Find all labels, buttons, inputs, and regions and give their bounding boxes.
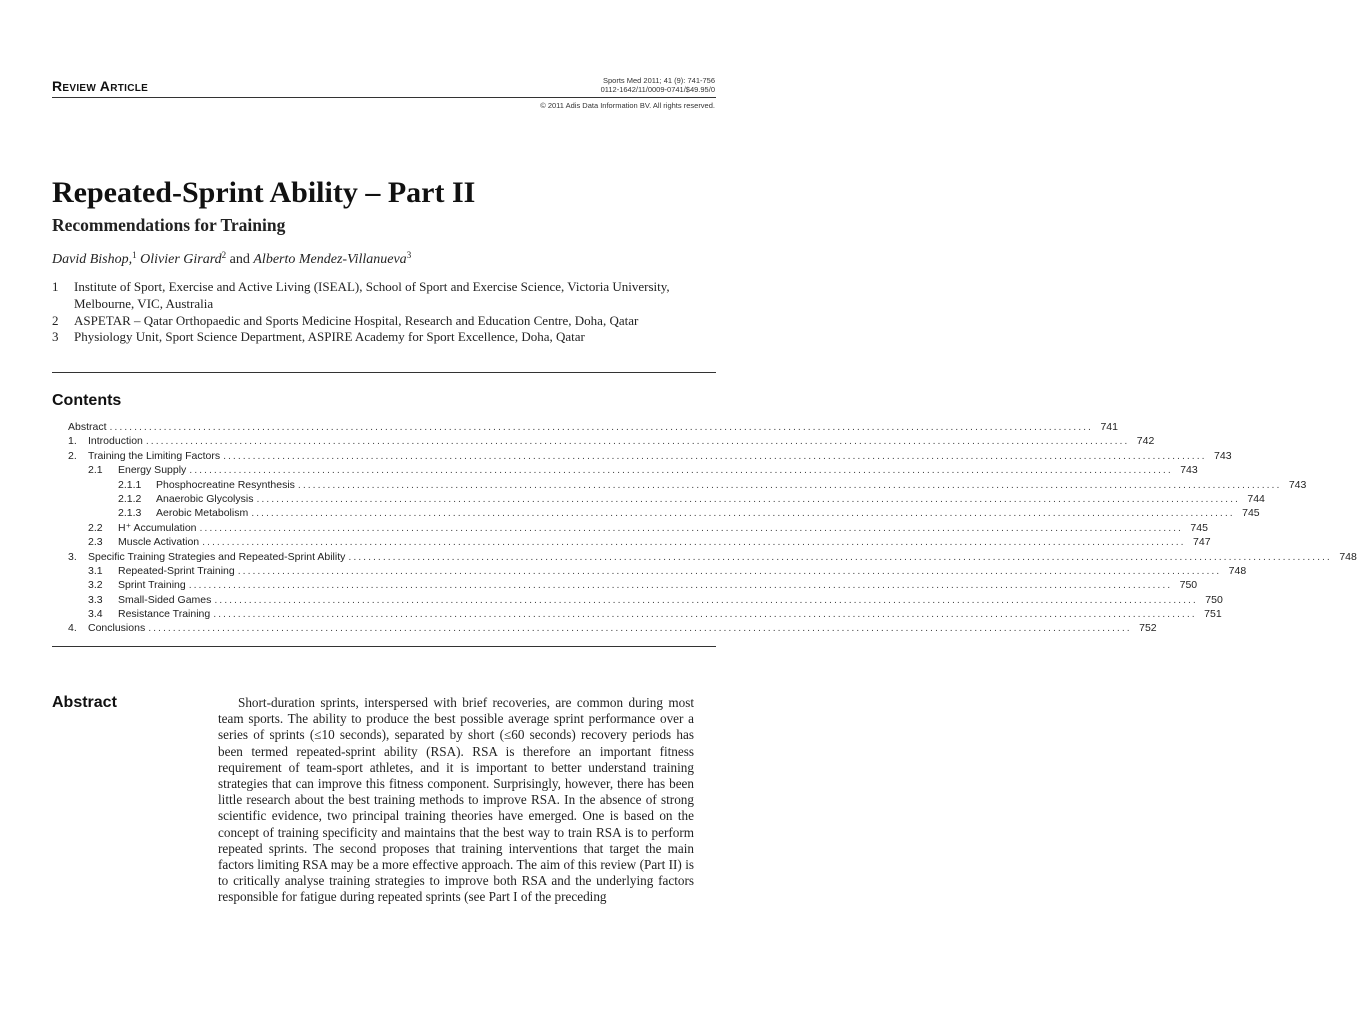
toc-dot-leader: ........................................................................................................................................................................................................: [297, 478, 1282, 491]
toc-entry-number: 3.: [68, 550, 77, 563]
toc-entry-page: 744: [1247, 492, 1265, 505]
toc-dot-leader: ........................................................................................................................................................................................................: [148, 622, 1132, 635]
copyright-notice: © 2011 Adis Data Information BV. All rights reserved.: [540, 101, 715, 110]
affiliation-number: 2: [52, 312, 59, 328]
toc-entry[interactable]: [68, 434, 1155, 448]
toc-entry-number: 3.2: [88, 579, 103, 592]
toc-entry[interactable]: [68, 463, 1198, 477]
toc-entry[interactable]: [68, 521, 1208, 535]
toc-dot-leader: ........................................................................................................................................................................................................: [145, 435, 1130, 448]
affiliation-item: [52, 313, 712, 330]
affiliation-item: [52, 279, 712, 313]
affiliation-item: [52, 329, 712, 346]
toc-dot-leader: ........................................................................................................................................................................................................: [202, 536, 1186, 549]
toc-entry-page: 747: [1193, 536, 1211, 549]
toc-entry[interactable]: [68, 578, 1198, 592]
toc-entry-number: 2.3: [88, 536, 103, 549]
affiliation-number: 1: [52, 279, 59, 294]
toc-entry-page: 742: [1136, 435, 1155, 448]
article-title: Repeated-Sprint Ability – Part II: [52, 176, 476, 209]
contents-heading: Contents: [52, 392, 122, 409]
author-affiliation-marker: 2: [221, 250, 227, 260]
section-label: Review Article: [52, 78, 149, 94]
toc-entry-label: Introduction: [88, 435, 143, 448]
toc-entry-page: 748: [1228, 564, 1247, 577]
toc-entry[interactable]: [68, 621, 1157, 635]
toc-entry[interactable]: [68, 607, 1222, 621]
author-list: [52, 252, 411, 268]
toc-entry-label: Training the Limiting Factors: [88, 449, 221, 462]
toc-entry-label: Conclusions: [88, 622, 146, 635]
toc-entry[interactable]: [68, 593, 1223, 607]
toc-entry-number: 3.4: [88, 608, 103, 621]
toc-entry[interactable]: [68, 535, 1211, 549]
toc-dot-leader: ........................................................................................................................................................................................................: [213, 608, 1197, 621]
toc-entry[interactable]: [68, 564, 1247, 578]
toc-entry-label: Abstract: [68, 421, 107, 433]
toc-entry-page: 745: [1190, 521, 1208, 534]
article-subtitle: Recommendations for Training: [52, 215, 286, 235]
toc-entry-page: 741: [1100, 421, 1118, 433]
toc-entry-label: Sprint Training: [118, 579, 186, 592]
toc-entry-number: 2.2: [88, 521, 103, 534]
toc-entry-label: Muscle Activation: [118, 536, 200, 549]
toc-entry-page: 743: [1214, 449, 1232, 462]
author-joiner: and: [229, 252, 250, 267]
affiliations-divider: [52, 372, 716, 373]
journal-citation: [601, 76, 715, 94]
toc-entry-label: Aerobic Metabolism: [156, 507, 249, 520]
affiliation-text: ASPETAR – Qatar Orthopaedic and Sports Medicine Hospital, Research and Education Centre, Doha, Qatar: [74, 312, 639, 328]
contents-divider: [52, 646, 716, 647]
toc-entry-page: 748: [1339, 550, 1357, 563]
toc-entry-number: 2.1.1: [118, 478, 142, 491]
journal-citation-line: Sports Med 2011; 41 (9): 741-756: [602, 76, 715, 85]
toc-dot-leader: ........................................................................................................................................................................................................: [188, 579, 1173, 592]
abstract-text: Short-duration sprints, interspersed with brief recoveries, are common during most team sports. The ability to produce the best possible average sprint performance over a series of sprints (≤10 seconds), separated by short (≤60 seconds) recovery periods has been termed repeated-sprint ability (RSA). RSA is therefore an important fitness requirement of team-sport athletes, and it is important to better understand training strategies that can improve this fitness component. Surprisingly, however, there has been little research about the best training methods to improve RSA. In the absence of strong scientific evidence, two principal training theories have emerged. One is based on the concept of training specificity and maintains that the best way to train RSA is to perform repeated sprints. The second proposes that training interventions that target the main factors limiting RSA may be a more effective approach. The aim of this review (Part II) is to critically analyse training strategies to improve both RSA and the underlying factors responsible for fatigue during repeated sprints (see Part I of the preceding: [218, 695, 694, 905]
toc-entry-label: Specific Training Strategies and Repeated-Sprint Ability: [88, 550, 346, 563]
toc-entry-page: 752: [1139, 622, 1157, 635]
toc-entry-number: 3.3: [88, 593, 103, 606]
author-name: Olivier Girard: [140, 252, 222, 267]
toc-entry[interactable]: [68, 478, 1307, 492]
toc-dot-leader: ........................................................................................................................................................................................................: [223, 449, 1207, 462]
toc-entry-page: 743: [1180, 464, 1198, 477]
table-of-contents: [68, 420, 1357, 636]
author-affiliation-marker: 1: [132, 250, 137, 260]
toc-entry[interactable]: [68, 506, 1260, 520]
affiliation-text: Physiology Unit, Sport Science Department, ASPIRE Academy for Sport Excellence, Doha, Qatar: [74, 329, 585, 345]
toc-entry-page: 743: [1288, 478, 1307, 491]
toc-dot-leader: ........................................................................................................................................................................................................: [199, 521, 1183, 534]
toc-entry-number: 2.1.2: [118, 492, 142, 505]
author-affiliation-marker: 3: [406, 250, 412, 260]
toc-entry-number: 2.1: [88, 464, 103, 477]
toc-dot-leader: ........................................................................................................................................................................................................: [189, 464, 1173, 477]
toc-entry[interactable]: [68, 492, 1265, 506]
toc-entry[interactable]: [68, 449, 1232, 463]
header-divider: [52, 97, 716, 98]
affiliation-list: [52, 279, 712, 346]
toc-entry-page: 751: [1204, 608, 1222, 621]
affiliation-text: Institute of Sport, Exercise and Active Living (ISEAL), School of Sport and Exercise Science, Victoria University, Melbourne, VIC, Australia: [74, 279, 670, 311]
author-name: Alberto Mendez-Villanueva: [253, 252, 407, 267]
toc-entry-page: 750: [1205, 593, 1223, 606]
toc-entry-number: 2.1.3: [118, 507, 142, 520]
toc-entry-number: 4.: [68, 622, 77, 635]
toc-entry-label: Energy Supply: [118, 464, 187, 477]
toc-entry-page: 750: [1179, 579, 1198, 592]
affiliation-number: 3: [52, 329, 59, 345]
toc-entry-label: Resistance Training: [118, 608, 211, 621]
toc-dot-leader: ........................................................................................................................................................................................................: [237, 564, 1222, 577]
toc-dot-leader: ........................................................................................................................................................................................................: [348, 550, 1332, 563]
toc-entry[interactable]: [68, 550, 1357, 564]
toc-entry-label: Anaerobic Glycolysis: [156, 492, 254, 505]
toc-entry-label: Small-Sided Games: [118, 593, 212, 606]
journal-issn-line: 0112-1642/11/0009-0741/$49.95/0: [600, 85, 715, 94]
toc-entry-label: H⁺ Accumulation: [118, 521, 197, 534]
author-name: David Bishop,: [52, 252, 133, 267]
toc-dot-leader: ........................................................................................................................................................................................................: [256, 492, 1240, 505]
toc-dot-leader: ........................................................................................................................................................................................................: [251, 507, 1235, 520]
toc-entry-number: 3.1: [88, 564, 103, 577]
toc-dot-leader: ........................................................................................................................................................................................................: [214, 593, 1198, 606]
toc-entry-label: Repeated-Sprint Training: [118, 564, 235, 577]
toc-entry-page: 745: [1242, 507, 1260, 520]
toc-entry-label: Phosphocreatine Resynthesis: [156, 478, 295, 491]
toc-entry[interactable]: [68, 420, 1118, 434]
toc-entry-number: 1.: [68, 435, 77, 448]
toc-dot-leader: ........................................................................................................................................................................................................: [109, 421, 1093, 433]
abstract-heading: Abstract: [52, 694, 117, 711]
toc-entry-number: 2.: [68, 449, 77, 462]
